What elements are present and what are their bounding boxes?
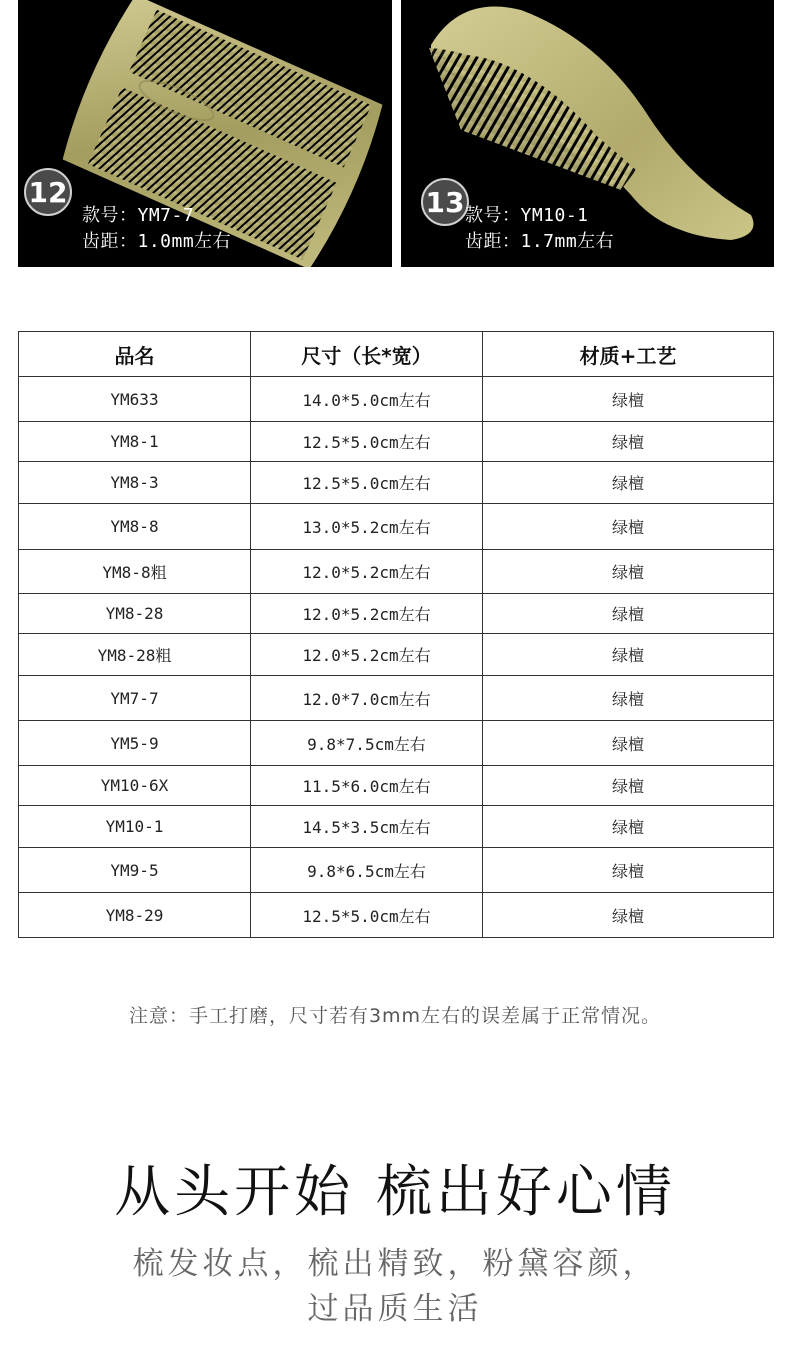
cell-material: 绿檀 (483, 848, 774, 893)
table-row (19, 848, 774, 893)
cell-size: 13.0*5.2cm左右 (251, 504, 483, 550)
item-number-badge: 13 (421, 178, 469, 226)
cell-product-name: YM10-6X (19, 766, 251, 806)
size-spec-table (18, 331, 774, 938)
tooth-pitch: 齿距：1.0mm左右 (82, 231, 232, 252)
cell-product-name: YM8-3 (19, 462, 251, 504)
table-row (19, 422, 774, 462)
cell-product-name: YM7-7 (19, 676, 251, 721)
cell-material: 绿檀 (483, 504, 774, 550)
header-product-name: 品名 (19, 332, 251, 377)
spec-text (465, 203, 614, 255)
tooth-pitch: 齿距：1.7mm左右 (465, 231, 615, 252)
cell-material: 绿檀 (483, 422, 774, 462)
product-card-ym7-7 (18, 0, 392, 267)
cell-material: 绿檀 (483, 806, 774, 848)
table-row (19, 766, 774, 806)
cell-size: 11.5*6.0cm左右 (251, 766, 483, 806)
table-row (19, 550, 774, 594)
cell-product-name: YM10-1 (19, 806, 251, 848)
cell-size: 12.0*5.2cm左右 (251, 594, 483, 634)
cell-size: 12.0*5.2cm左右 (251, 634, 483, 676)
model-number: 款号：YM10-1 (465, 205, 589, 226)
cell-product-name: YM8-8粗 (19, 550, 251, 594)
tagline-line-2: 过品质生活 (307, 1291, 483, 1327)
spec-text (82, 203, 231, 255)
model-number: 款号：YM7-7 (82, 205, 195, 226)
product-card-ym10-1 (401, 0, 774, 267)
cell-product-name: YM8-1 (19, 422, 251, 462)
item-number-badge: 12 (24, 168, 72, 216)
table-row (19, 721, 774, 766)
cell-size: 9.8*6.5cm左右 (251, 848, 483, 893)
cell-material: 绿檀 (483, 676, 774, 721)
cell-size: 12.0*7.0cm左右 (251, 676, 483, 721)
cell-material: 绿檀 (483, 766, 774, 806)
cell-size: 12.5*5.0cm左右 (251, 422, 483, 462)
cell-product-name: YM8-28粗 (19, 634, 251, 676)
cell-material: 绿檀 (483, 721, 774, 766)
table-row (19, 504, 774, 550)
cell-product-name: YM8-29 (19, 893, 251, 938)
header-material: 材质+工艺 (483, 332, 774, 377)
cell-size: 12.5*5.0cm左右 (251, 462, 483, 504)
cell-material: 绿檀 (483, 893, 774, 938)
tagline-line-1: 梳发妆点，梳出精致，粉黛容颜， (132, 1246, 658, 1282)
cell-material: 绿檀 (483, 377, 774, 422)
size-tolerance-note: 注意：手工打磨，尺寸若有3mm左右的误差属于正常情况。 (128, 1005, 662, 1027)
cell-size: 12.5*5.0cm左右 (251, 893, 483, 938)
table-row (19, 676, 774, 721)
cell-product-name: YM5-9 (19, 721, 251, 766)
table-row (19, 594, 774, 634)
cell-size: 14.5*3.5cm左右 (251, 806, 483, 848)
cell-material: 绿檀 (483, 594, 774, 634)
table-row (19, 893, 774, 938)
cell-product-name: YM9-5 (19, 848, 251, 893)
cell-material: 绿檀 (483, 634, 774, 676)
table-row (19, 806, 774, 848)
table-header-row (19, 332, 774, 377)
table-row (19, 462, 774, 504)
table-row (19, 634, 774, 676)
cell-product-name: YM8-8 (19, 504, 251, 550)
cell-size: 14.0*5.0cm左右 (251, 377, 483, 422)
slogan-heading: 从头开始 梳出好心情 (114, 1160, 676, 1225)
cell-product-name: YM8-28 (19, 594, 251, 634)
cell-material: 绿檀 (483, 550, 774, 594)
table-row (19, 377, 774, 422)
cell-size: 9.8*7.5cm左右 (251, 721, 483, 766)
cell-size: 12.0*5.2cm左右 (251, 550, 483, 594)
header-size: 尺寸（长*宽） (251, 332, 483, 377)
cell-material: 绿檀 (483, 462, 774, 504)
cell-product-name: YM633 (19, 377, 251, 422)
